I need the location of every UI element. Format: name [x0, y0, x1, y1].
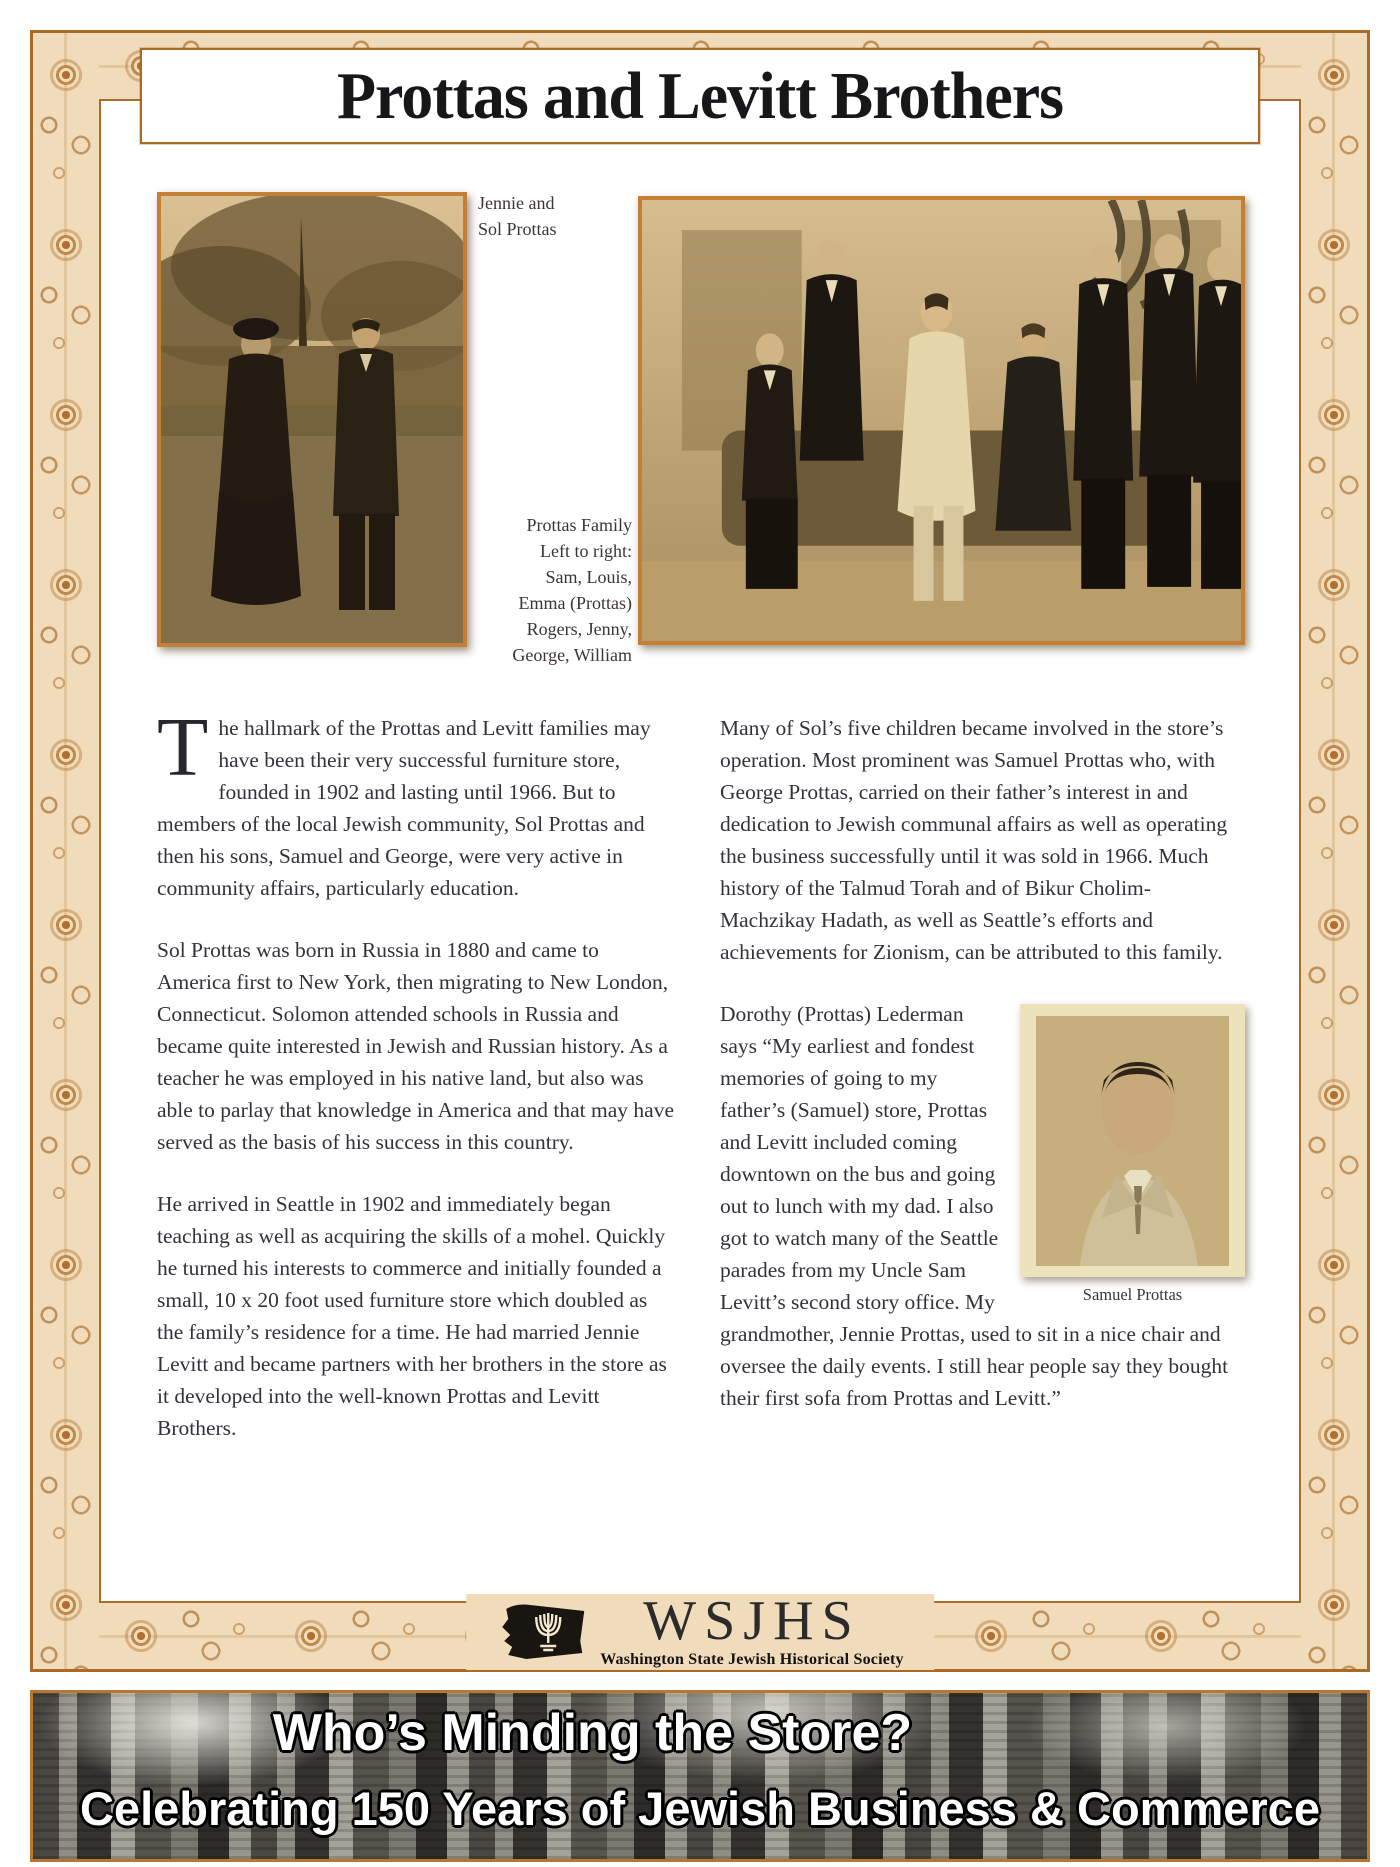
jennie-sol-caption-line1: Jennie and: [478, 193, 555, 213]
family-caption-line1: Prottas Family: [526, 515, 632, 535]
article-right-column: [720, 712, 1245, 1444]
family-photo-image: [642, 200, 1241, 641]
title-box: [140, 48, 1260, 144]
paragraph-4: Many of Sol’s five children became involved in the store’s operation. Most prominent was Samuel Prottas who, with George Prottas, carried on their father’s interest in and dedication to Jewish communal affairs as well as operating the business successfully until it was sold in 1966. Much history of the Talmud Torah and of Bikur Cholim-Machzikay Hadath, as well as Seattle’s efforts and achievements for Zionism, can be attributed to this family.: [720, 716, 1228, 964]
wsjhs-acronym: WSJHS: [643, 1590, 861, 1653]
washington-state-menorah-icon: [496, 1601, 588, 1663]
samuel-photo-image: [1020, 1004, 1245, 1277]
samuel-photo: [1020, 1004, 1245, 1277]
jennie-sol-photo: [157, 192, 467, 647]
paragraph-3: He arrived in Seattle in 1902 and immediately began teaching as well as acquiring the skills of a mohel. Quickly he turned his interests to commerce and initially founded a small, 10 x 20 foot used furniture store which doubled as the family’s residence for a time. He had married Jennie Levitt and became partners with her brothers in the store as it developed into the well-known Prottas and Levitt Brothers.: [157, 1192, 667, 1440]
family-caption-line3: Sam, Louis,: [545, 567, 632, 587]
drop-cap: T: [157, 701, 209, 794]
samuel-photo-block: [1020, 1004, 1245, 1306]
jennie-sol-caption: [478, 190, 557, 242]
paragraph-1-text: he hallmark of the Prottas and Levitt families may have been their very successful furniture store, founded in 1902 and lasting until 1966. But to members of the local Jewish community, Sol Prottas and then his sons, Samuel and George, were very active in community affairs, particularly education.: [157, 716, 651, 900]
family-caption-line4: Emma (Prottas): [518, 593, 632, 613]
family-caption-line5: Rogers, Jenny,: [526, 619, 632, 639]
wsjhs-org-name: Washington State Jewish Historical Society: [600, 1650, 904, 1668]
ornament-border-right: [1301, 33, 1367, 1669]
banner-subtitle: Celebrating 150 Years of Jewish Business & Commerce: [80, 1782, 1320, 1835]
family-caption-line6: George, William: [512, 645, 632, 665]
paragraph-2: Sol Prottas was born in Russia in 1880 and came to America first to New York, then migrating to New London, Connecticut. Solomon attended schools in Russia and became quite interested in Jewish and Russian history. As a teacher he was employed in his native land, but also was able to parlay that knowledge in America and that may have served as the basis of his success in this country.: [157, 938, 675, 1154]
banner-title: Who’s Minding the Store?: [272, 1704, 913, 1762]
jennie-sol-caption-line2: Sol Prottas: [478, 219, 557, 239]
jennie-sol-photo-image: [161, 196, 463, 643]
footer-logo: [466, 1590, 934, 1670]
article-left-column: [157, 701, 677, 1474]
paragraph-1: [157, 701, 677, 904]
page-title: Prottas and Levitt Brothers: [336, 58, 1064, 133]
family-caption-line2: Left to right:: [540, 541, 632, 561]
ornament-border-left: [33, 33, 99, 1669]
samuel-caption: Samuel Prottas: [1082, 1285, 1183, 1304]
footer-logo-text: [600, 1590, 904, 1668]
family-photo: [638, 196, 1245, 645]
paragraph-5: Dorothy (Prottas) Lederman says “My earliest and fondest memories of going to my father’s (Samuel) store, Prottas and Levitt included coming downtown on the bus and going out to lunch with my dad. I also got to watch many of the Seattle parades from my Uncle Sam Levitt’s second story office. My grandmother, Jennie Prottas, used to sit in a nice chair and oversee the daily events. I still hear people say they bought their first sofa from Prottas and Levitt.”: [720, 1002, 1229, 1410]
family-caption: [468, 512, 632, 668]
exhibit-banner: [30, 1690, 1370, 1862]
